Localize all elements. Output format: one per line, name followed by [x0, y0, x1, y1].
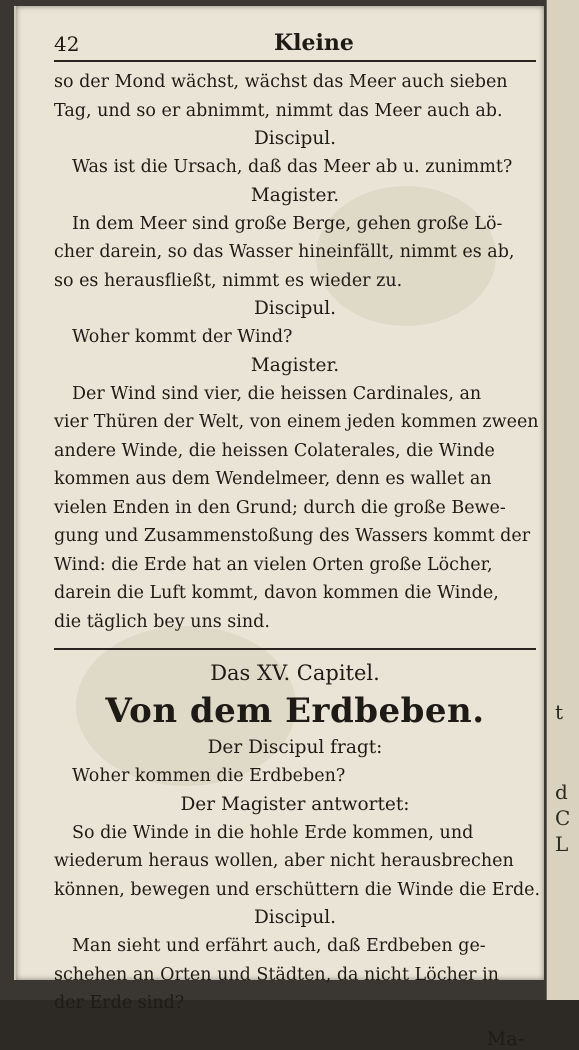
chapter-label: Das XV. Capitel. [210, 661, 380, 685]
catchword: Ma- [486, 1027, 524, 1050]
text-line: Wind: die Erde hat an vielen Orten große Löcher, [54, 554, 493, 575]
text-block-1 [54, 68, 539, 636]
next-page-fragment: L [555, 832, 569, 856]
page-number: 42 [54, 32, 80, 56]
text-line: Tag, und so er abnimmt, nimmt das Meer auch ab. [54, 100, 503, 121]
text-line: andere Winde, die heissen Colaterales, die Winde [54, 440, 495, 461]
text-line: so der Mond wächst, wächst das Meer auch sieben [54, 72, 508, 92]
text-line: Man sieht und erfährt auch, daß Erdbeben ge- [72, 936, 486, 956]
text-line: Woher kommen die Erdbeben? [72, 766, 346, 786]
running-head: Kleine [274, 30, 354, 56]
text-line: So die Winde in die hohle Erde kommen, und [72, 822, 474, 843]
speaker-heading: Der Discipul fragt: [207, 737, 383, 758]
speaker-heading: Discipul. [253, 128, 337, 149]
text-line: In dem Meer sind große Berge, gehen große Lö- [72, 213, 503, 234]
text-line: Der Wind sind vier, die heissen Cardinales, an [72, 383, 482, 404]
text-line: gung und Zusammenstoßung des Wassers kommt der [54, 526, 531, 546]
page-content [54, 28, 541, 1050]
text-line: Woher kommt der Wind? [72, 327, 293, 347]
chapter-rule [54, 648, 536, 650]
text-line: so es herausfließt, nimmt es wieder zu. [54, 270, 403, 291]
header-rule [54, 60, 536, 62]
next-page-fragment: C [555, 806, 571, 830]
text-line: Was ist die Ursach, daß das Meer ab u. zunimmt? [72, 157, 513, 177]
speaker-heading: Magister. [250, 354, 340, 376]
text-line: cher darein, so das Wasser hineinfällt, nimmt es ab, [54, 242, 515, 262]
text-line: die täglich bey uns sind. [54, 611, 270, 632]
next-page-fragment: t [555, 700, 564, 724]
text-block-2 [54, 734, 541, 1018]
text-line: kommen aus dem Wendelmeer, denn es wallet an [54, 469, 492, 489]
speaker-heading: Magister. [250, 184, 340, 206]
text-line: vier Thüren der Welt, von einem jeden kommen zween [54, 412, 539, 432]
text-line: darein die Luft kommt, davon kommen die Winde, [54, 583, 499, 603]
page-header [54, 28, 536, 58]
speaker-heading: Discipul. [253, 907, 337, 928]
next-page-fragment: d [555, 780, 568, 804]
text-line: wiederum heraus wollen, aber nicht herausbrechen [54, 851, 514, 871]
text-line: vielen Enden in den Grund; durch die große Bewe- [54, 497, 506, 518]
chapter-title: Von dem Erdbeben. [105, 691, 485, 731]
text-line: können, bewegen und erschüttern die Winde die Erde. [54, 879, 541, 900]
speaker-heading: Discipul. [253, 298, 337, 319]
text-line: der Erde sind? [54, 993, 185, 1013]
next-page-edge [546, 0, 579, 1000]
text-line: schehen an Orten und Städten, da nicht Löcher in [54, 964, 499, 985]
book-page [14, 6, 544, 1050]
speaker-heading: Der Magister antwortet: [180, 793, 410, 815]
